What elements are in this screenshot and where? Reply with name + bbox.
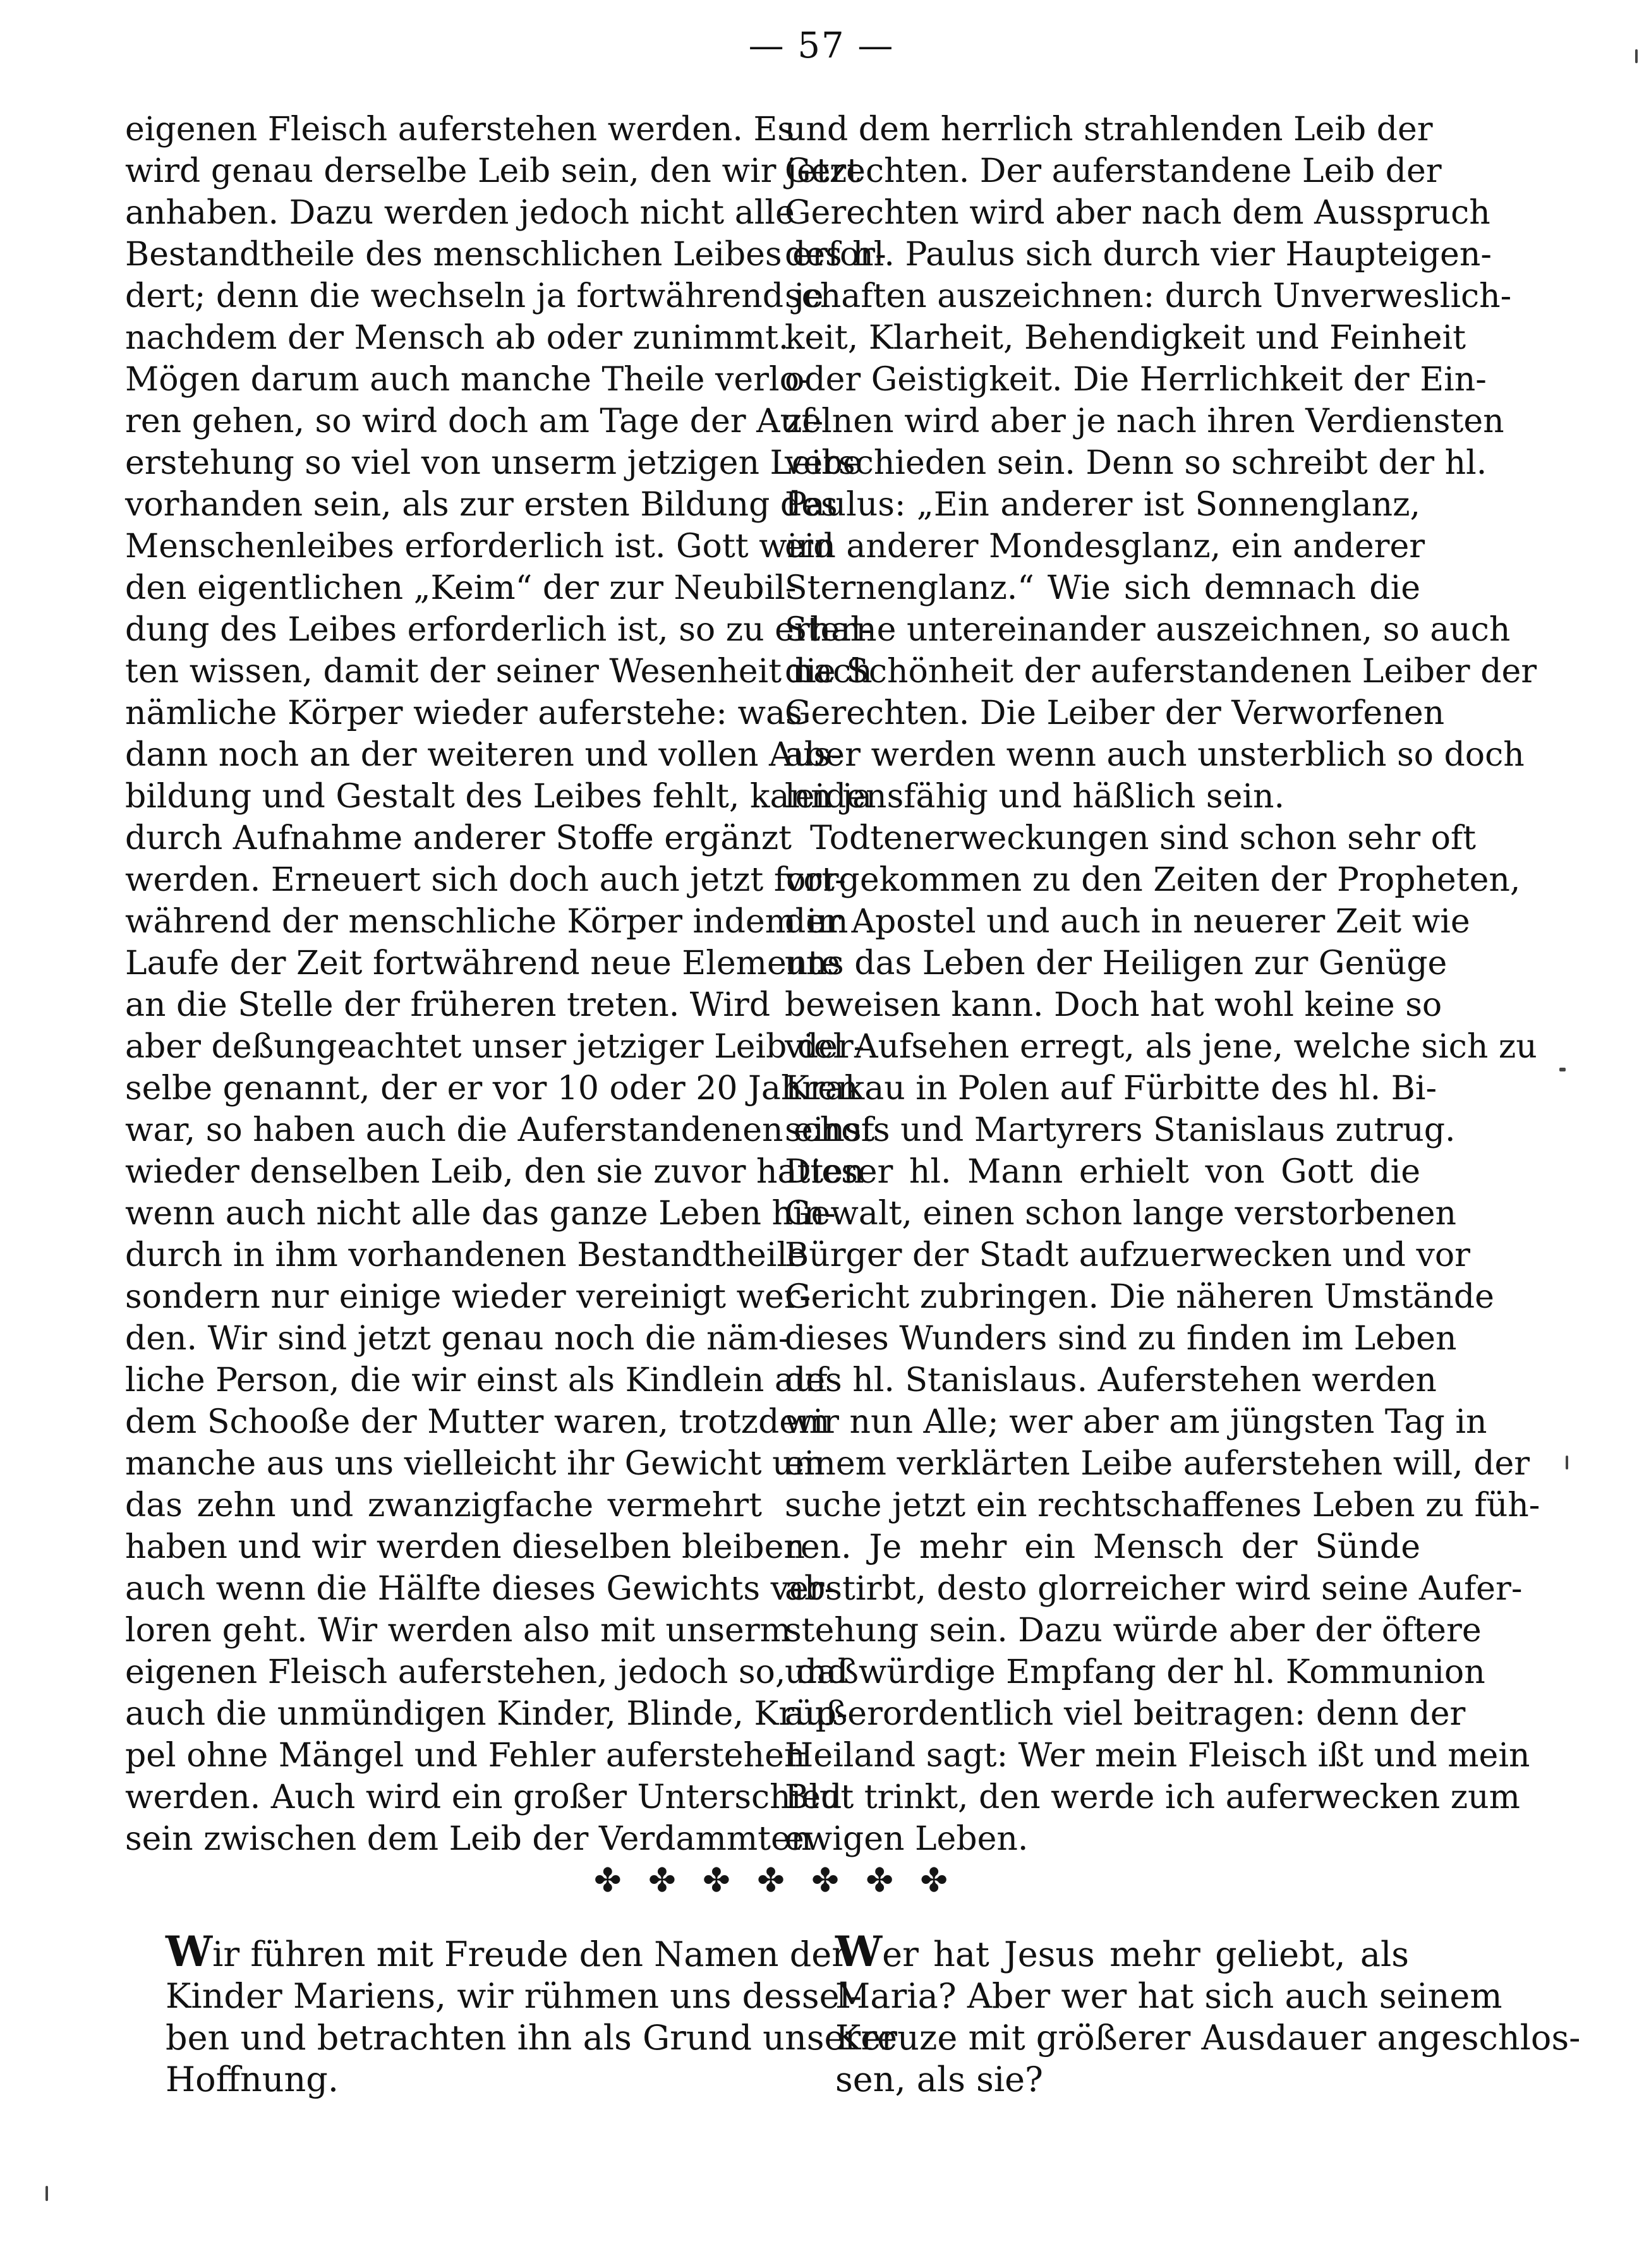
text-line: dem Schooße der Mutter waren, trotzdem [125,1403,830,1441]
fleuron-icon: ✤ [757,1862,785,1900]
text-line: Gerechten. Die Leiber der Verworfenen [785,694,1445,732]
text-line: die Schönheit der auferstandenen Leiber der [785,653,1537,691]
text-line: Heiland sagt: Wer mein Fleisch ißt und mein [785,1737,1530,1775]
scan-speck [1635,49,1638,63]
text-line: sein zwischen dem Leib der Verdammten [125,1820,812,1858]
fleuron-icon: ✤ [866,1862,893,1900]
text-line: und dem herrlich strahlenden Leib der [785,111,1433,148]
fleuron-icon: ✤ [648,1862,676,1900]
drop-initial: W [166,1927,213,1976]
text-line: durch Aufnahme anderer Stoffe ergänzt [125,819,792,857]
text-line: loren geht. Wir werden also mit unserm [125,1612,791,1650]
text-line: Gerechten. Der auferstandene Leib der [785,152,1442,190]
quote-line: sen, als sie? [835,2060,1044,2099]
text-line: eigenen Fleisch auferstehen, jedoch so, daß [125,1653,859,1691]
text-line: sondern nur einige wieder vereinigt wer- [125,1278,811,1316]
text-line: dert; denn die wechseln ja fortwährend je [125,277,824,315]
text-line: erstehung so viel von unserm jetzigen Leibe [125,444,862,482]
text-line: Menschenleibes erforderlich ist. Gott wird [125,528,835,565]
text-line: dieses Wunders sind zu finden im Leben [785,1320,1457,1358]
text-line: ten wissen, damit der seiner Wesenheit nach [125,653,873,691]
text-line: ein anderer Mondesglanz, ein anderer [785,528,1425,565]
fleuron-icon: ✤ [920,1862,948,1900]
text-line: schaften auszeichnen: durch Unverweslich- [785,277,1512,315]
scan-speck [45,2186,48,2201]
text-line: dung des Leibes erforderlich ist, so zu erhal- [125,611,873,649]
text-line: selbe genannt, der er vor 10 oder 20 Jahren [125,1070,859,1107]
text-line: stehung sein. Dazu würde aber der öftere [785,1612,1482,1650]
text-line: verschieden sein. Denn so schreibt der hl. [785,444,1487,482]
text-line: Blut trinkt, den werde ich auferwecken zum [785,1778,1520,1816]
text-line: Sternenglanz.“ Wie sich demnach die [785,569,1420,607]
text-line: werden. Auch wird ein großer Unterschied [125,1778,842,1816]
text-line: manche aus uns vielleicht ihr Gewicht um [125,1445,825,1483]
text-line: Paulus: „Ein anderer ist Sonnenglanz, [785,486,1420,524]
left-text-column [125,109,886,1860]
text-line: schofs und Martyrers Stanislaus zutrug. [785,1111,1456,1149]
text-line: Laufe der Zeit fortwährend neue Elemente [125,944,840,982]
text-line: Dieser hl. Mann erhielt von Gott die [785,1153,1420,1191]
text-line: auch wenn die Hälfte dieses Gewichts ver- [125,1570,836,1608]
paragraph-start-line: Todtenerweckungen sind schon sehr oft [810,819,1477,857]
quote-line: Maria? Aber wer hat sich auch seinem [835,1976,1502,2016]
text-line: Mögen darum auch manche Theile verlo- [125,361,811,399]
text-line: Gewalt, einen schon lange verstorbenen [785,1195,1457,1233]
fleuron-icon: ✤ [594,1862,622,1900]
text-line: werden. Erneuert sich doch auch jetzt fort- [125,861,846,899]
scan-speck [1566,1456,1568,1469]
text-line: wenn auch nicht alle das ganze Leben hin- [125,1195,836,1233]
text-line: ren. Je mehr ein Mensch der Sünde [785,1528,1420,1566]
text-line: suche jetzt ein rechtschaffenes Leben zu füh- [785,1487,1540,1524]
quote-line: ben und betrachten ihn als Grund unserer [166,2018,897,2058]
text-line: während der menschliche Körper indem im [125,903,849,941]
text-line: Gericht zubringen. Die näheren Umstände [785,1278,1494,1316]
text-line: an die Stelle der früheren treten. Wird [125,986,771,1024]
fleuron-icon: ✤ [811,1862,839,1900]
paragraph-end-line: ewigen Leben. [785,1820,1029,1858]
page-number: — 57 — [748,25,895,66]
text-line: vorhanden sein, als zur ersten Bildung des [125,486,838,524]
text-line: Gerechten wird aber nach dem Ausspruch [785,194,1490,232]
text-line: das zehn und zwanzigfache vermehrt [125,1487,762,1524]
text-line: oder Geistigkeit. Die Herrlichkeit der Ein- [785,361,1487,399]
text-line: nämliche Körper wieder auferstehe: was [125,694,802,732]
text-line: des hl. Stanislaus. Auferstehen werden [785,1361,1437,1399]
text-line: nachdem der Mensch ab oder zunimmt. [125,319,789,357]
text-line: pel ohne Mängel und Fehler auferstehen [125,1737,806,1775]
text-line: Bürger der Stadt aufzuerwecken und vor [785,1236,1470,1274]
quote-line-text: ir führen mit Freude den Namen der [212,1934,849,1974]
text-line: auch die unmündigen Kinder, Blinde, Krüp- [125,1695,848,1733]
text-line: dann noch an der weiteren und vollen Aus- [125,736,842,774]
quote-line: Kinder Mariens, wir rühmen uns dessel- [166,1976,862,2016]
paragraph-end-line: leidensfähig und häßlich sein. [785,778,1284,816]
ornament-divider [594,1852,948,1909]
text-line: war, so haben auch die Auferstandenen einst [125,1111,875,1149]
text-line: wieder denselben Leib, den sie zuvor hatten [125,1153,864,1191]
text-line: der Apostel und auch in neuerer Zeit wie [785,903,1470,941]
closing-quote-right [835,1927,1581,2101]
text-line: haben und wir werden dieselben bleiben [125,1528,805,1566]
text-line: beweisen kann. Doch hat wohl keine so [785,986,1442,1024]
text-line: aber deßungeachtet unser jetziger Leib der- [125,1028,865,1066]
quote-line [166,1927,849,1976]
text-line: des hl. Paulus sich durch vier Haupteigen- [785,236,1492,274]
text-line: uns das Leben der Heiligen zur Genüge [785,944,1448,982]
quote-line: Kreuze mit größerer Ausdauer angeschlos- [835,2018,1581,2058]
text-line: außerordentlich viel beitragen: denn der [785,1695,1466,1733]
text-line: Bestandtheile des menschlichen Leibes erfor- [125,236,886,274]
scan-speck [1559,1068,1566,1071]
closing-quote-left [166,1927,897,2101]
text-line: zelnen wird aber je nach ihren Verdiensten [785,402,1504,440]
text-line: bildung und Gestalt des Leibes fehlt, kann ja [125,778,873,816]
text-line: wird genau derselbe Leib sein, den wir jetzt [125,152,861,190]
text-line: eigenen Fleisch auferstehen werden. Es [125,111,795,148]
text-line: aber werden wenn auch unsterblich so doch [785,736,1525,774]
text-line: anhaben. Dazu werden jedoch nicht alle [125,194,795,232]
quote-line-text: er hat Jesus mehr geliebt, als [882,1934,1409,1974]
text-line: durch in ihm vorhandenen Bestandtheile [125,1236,807,1274]
text-line: den. Wir sind jetzt genau noch die näm- [125,1320,790,1358]
quote-line [835,1927,1409,1976]
text-line: und würdige Empfang der hl. Kommunion [785,1653,1485,1691]
text-line: keit, Klarheit, Behendigkeit und Feinheit [785,319,1466,357]
fleuron-icon: ✤ [703,1862,730,1900]
text-line: Krakau in Polen auf Fürbitte des hl. Bi- [785,1070,1437,1107]
text-line: wir nun Alle; wer aber am jüngsten Tag in [785,1403,1487,1441]
text-line: liche Person, die wir einst als Kindlein auf [125,1361,828,1399]
text-line: Sterne untereinander auszeichnen, so auch [785,611,1511,649]
quote-line: Hoffnung. [166,2060,339,2099]
text-line: den eigentlichen „Keim“ der zur Neubil- [125,569,797,607]
text-line: ren gehen, so wird doch am Tage der Auf- [125,402,824,440]
drop-initial: W [835,1927,883,1976]
right-text-column [785,109,1540,1860]
text-line: abstirbt, desto glorreicher wird seine Aufer- [785,1570,1523,1608]
text-line: viel Aufsehen erregt, als jene, welche sich zu [785,1028,1537,1066]
text-line: einem verklärten Leibe auferstehen will, der [785,1445,1530,1483]
text-line: vorgekommen zu den Zeiten der Propheten, [785,861,1521,899]
